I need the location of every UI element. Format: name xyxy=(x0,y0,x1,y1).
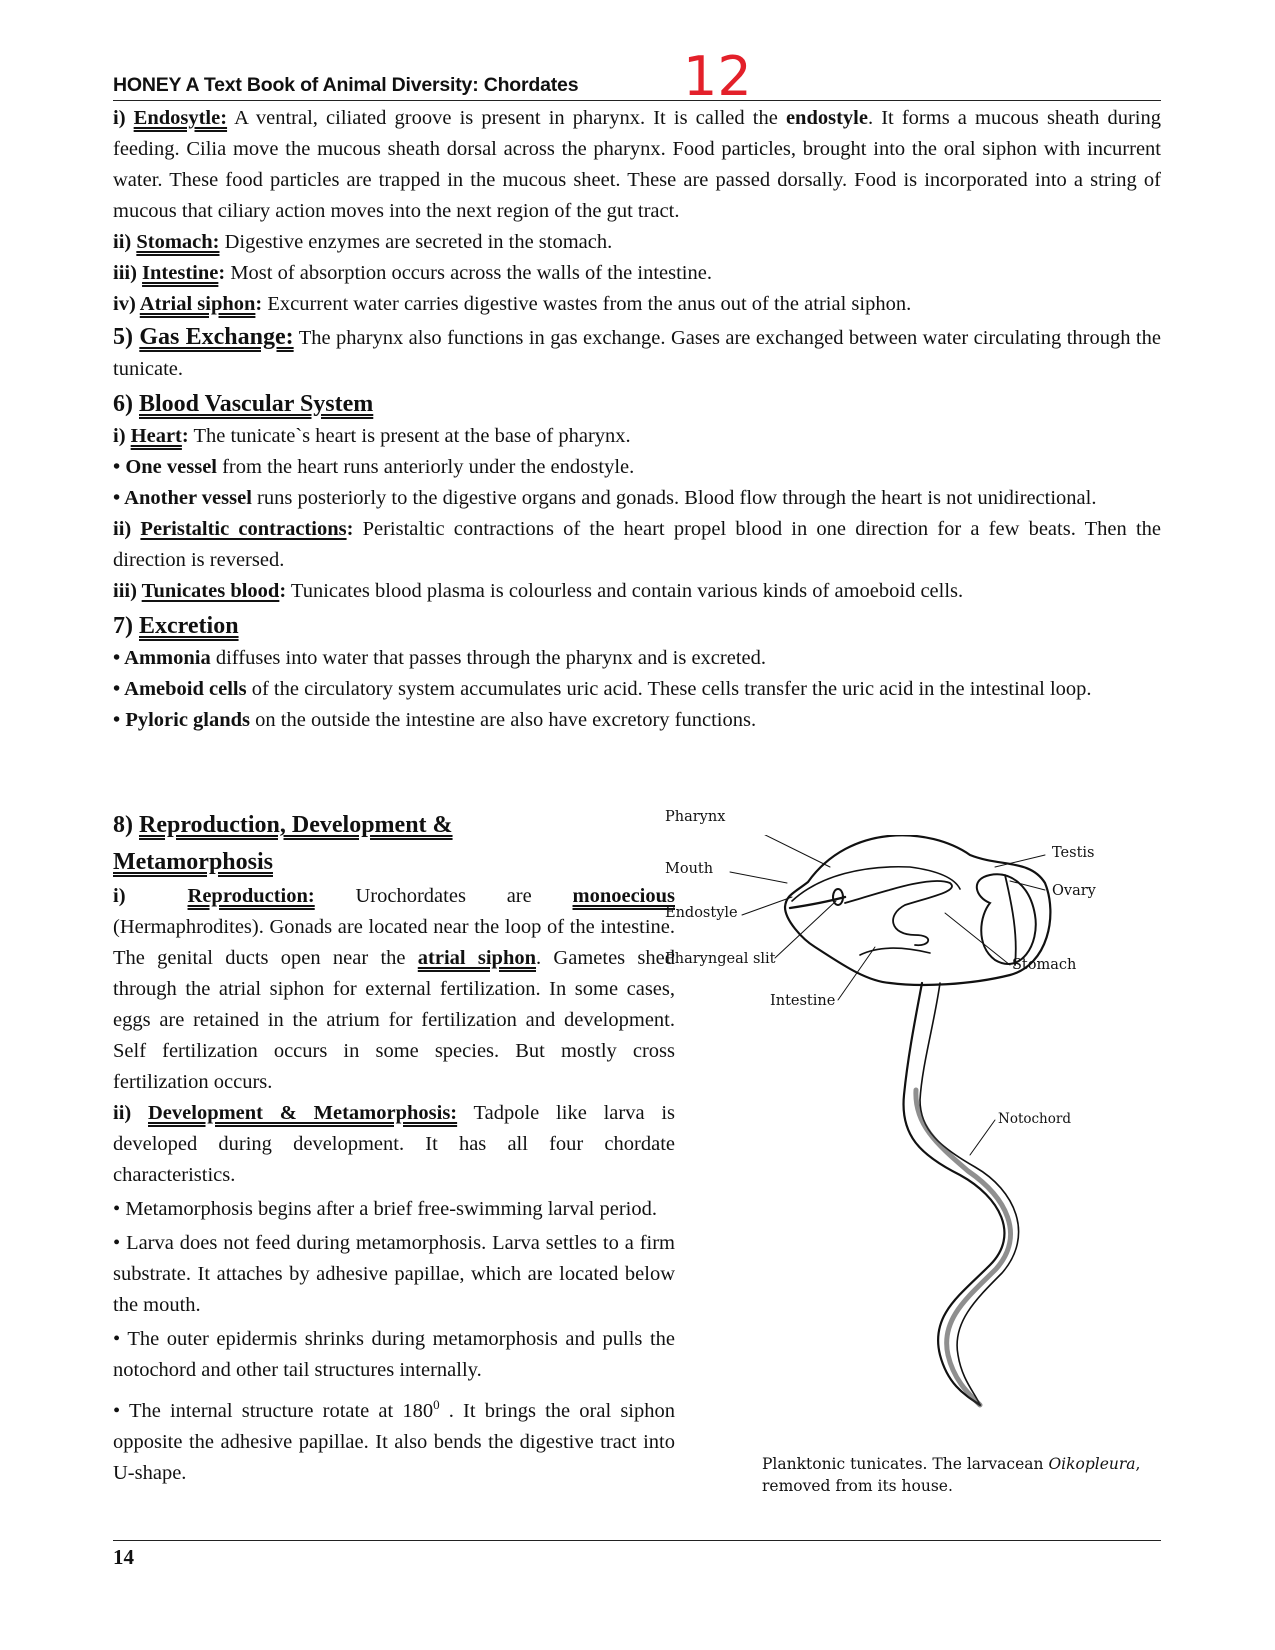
page-footer xyxy=(113,1540,1161,1569)
colon: : xyxy=(346,518,354,540)
bold-term: Ameboid cells xyxy=(124,678,247,700)
para-text: (Hermaphrodites). Gonads are located near the loop of the intestine. The genital ducts open near the xyxy=(113,916,675,969)
bullet-another-vessel xyxy=(113,483,1161,514)
leader-notochord xyxy=(970,1120,995,1155)
oikopleura-figure xyxy=(665,809,1170,1435)
main-text-full-width xyxy=(113,103,1161,736)
bullet-icon: • xyxy=(113,709,126,731)
label-testis: Testis xyxy=(1052,845,1095,861)
section-title: Excretion xyxy=(139,613,239,639)
intestine-loop xyxy=(845,881,952,945)
term-stomach: Stomach: xyxy=(136,231,220,253)
chapter-number: 12 xyxy=(683,45,752,108)
figure-caption xyxy=(762,1453,1182,1497)
page-header xyxy=(113,44,1161,108)
section-heading-excretion xyxy=(113,609,1161,643)
para-text: . Gametes shed through the atrial siphon for external fertilization. In some cases, eggs are retained in the atrium for fertilization and development. Self fertilization occurs in some species. But mostly cross fertilization occurs. xyxy=(113,947,675,1093)
book-title: HONEY A Text Book of Animal Diversity: Chordates xyxy=(113,74,579,96)
label-mouth: Mouth xyxy=(665,861,714,877)
notochord-band xyxy=(916,1090,1011,1405)
para-text: Excurrent water carries digestive wastes from the anus out of the atrial siphon. xyxy=(262,293,912,315)
para-text: runs posteriorly to the digestive organs and gonads. Blood flow through the heart is not unidirectional. xyxy=(251,487,1097,509)
item-number: i) xyxy=(113,425,131,447)
label-pharyngeal-slit: Pharyngeal slit xyxy=(665,951,776,967)
term-reproduction: Reproduction: xyxy=(187,885,315,907)
para-text: A ventral, ciliated groove is present in pharynx. It is called the xyxy=(227,107,786,129)
item-number: iii) xyxy=(113,262,143,284)
section-number: 6) xyxy=(113,391,139,417)
term-peristaltic: Peristaltic contractions xyxy=(140,518,347,540)
degree-superscript: 0 xyxy=(433,1397,440,1412)
para-development xyxy=(113,1098,675,1191)
bold-term: Another vessel xyxy=(124,487,252,509)
term-tunicates-blood: Tunicates blood xyxy=(141,580,280,602)
term-atrial-siphon: Atrial siphon xyxy=(139,293,256,315)
para-text: . It brings the oral siphon opposite the adhesive papillae. It also bends the digestive tract into U-shape. xyxy=(113,1399,675,1484)
leader-mouth xyxy=(730,872,787,883)
tail-right-edge xyxy=(920,983,1019,1405)
caption-text: , removed from its house. xyxy=(762,1455,1141,1495)
item-number: iv) xyxy=(113,293,140,315)
para-gas-exchange xyxy=(113,322,1161,385)
para-reproduction xyxy=(113,881,675,1098)
section-title-line1: Reproduction, Development & xyxy=(139,812,453,838)
bullet-icon: • xyxy=(113,1198,126,1220)
para-text: . It forms a mucous sheath during feeding. Cilia move the mucous sheath dorsal across the pharynx. Food particles, brought into the oral siphon with incurrent water. These food particles are trapped in the mucous sheet. These are passed dorsally. Food is incorporated into a string of mucous that ciliary action moves into the next region of the gut tract. xyxy=(113,107,1161,222)
left-column-text xyxy=(113,805,675,1489)
para-text: Metamorphosis begins after a brief free-swimming larval period. xyxy=(125,1198,658,1220)
section-heading-gas-exchange: Gas Exchange: xyxy=(139,324,294,350)
leader-pharynx xyxy=(735,835,830,867)
term-heart: Heart xyxy=(130,425,182,447)
para-text: on the outside the intestine are also have excretory functions. xyxy=(250,709,757,731)
bullet-pyloric-glands xyxy=(113,705,1161,736)
term-development: Development & Metamorphosis: xyxy=(148,1102,458,1124)
section-heading-blood xyxy=(113,387,1161,421)
bold-term: endostyle xyxy=(785,107,868,129)
item-number: i) xyxy=(113,107,134,129)
bullet-metamorphosis-begins xyxy=(113,1194,675,1225)
bullet-icon: • xyxy=(113,456,126,478)
term-endostyle: Endosytle: xyxy=(133,107,228,129)
para-text: The pharynx also functions in gas exchange. Gases are exchanged between water circulating through the tunicate. xyxy=(113,327,1161,380)
para-atrial-siphon xyxy=(113,289,1161,320)
para-text: The tunicate`s heart is present at the base of pharynx. xyxy=(188,425,631,447)
colon: : xyxy=(279,580,287,602)
bullet-ameboid-cells xyxy=(113,674,1161,705)
bullet-one-vessel xyxy=(113,452,1161,483)
label-ovary: Ovary xyxy=(1052,883,1096,899)
bold-term: Ammonia xyxy=(124,647,211,669)
page-number: 14 xyxy=(113,1545,134,1569)
caption-species: Oikopleura xyxy=(1048,1455,1136,1473)
section-title-line2: Metamorphosis xyxy=(113,849,273,875)
item-number: ii) xyxy=(113,231,137,253)
bullet-icon: • xyxy=(113,678,125,700)
para-text: Tunicates blood plasma is colourless and contain various kinds of amoeboid cells. xyxy=(286,580,964,602)
para-text: The outer epidermis shrinks during metamorphosis and pulls the notochord and other tail structures internally. xyxy=(113,1328,675,1381)
term-intestine: Intestine xyxy=(142,262,219,284)
label-endostyle: Endostyle xyxy=(665,905,738,921)
bullet-icon: • xyxy=(113,1328,128,1350)
bullet-larva-feed xyxy=(113,1228,675,1321)
para-text: Urochordates are xyxy=(314,885,573,907)
para-peristaltic xyxy=(113,514,1161,576)
leader-ovary xyxy=(1010,881,1045,890)
para-heart xyxy=(113,421,1161,452)
oikopleura-illustration xyxy=(690,835,1170,1435)
item-number: ii) xyxy=(113,1102,148,1124)
bullet-icon: • xyxy=(113,1399,129,1422)
item-number: ii) xyxy=(113,518,141,540)
bullet-epidermis xyxy=(113,1324,675,1386)
para-text: Most of absorption occurs across the walls of the intestine. xyxy=(225,262,712,284)
bullet-rotate xyxy=(113,1389,675,1489)
para-text: Digestive enzymes are secreted in the stomach. xyxy=(219,231,613,253)
colon: : xyxy=(218,262,226,284)
item-number: i) xyxy=(113,885,126,907)
bullet-ammonia xyxy=(113,643,1161,674)
section-number: 7) xyxy=(113,613,139,639)
bullet-icon: • xyxy=(113,647,125,669)
para-endostyle xyxy=(113,103,1161,227)
tail-left-edge xyxy=(903,983,1004,1405)
section-title: Blood Vascular System xyxy=(139,391,374,417)
leader-intestine xyxy=(838,947,875,1000)
term-atrial-siphon: atrial siphon xyxy=(417,947,537,969)
label-pharynx: Pharynx xyxy=(665,809,726,825)
para-text: of the circulatory system accumulates uric acid. These cells transfer the uric acid in the intestinal loop. xyxy=(246,678,1092,700)
mouth-line xyxy=(790,897,845,908)
bullet-icon: • xyxy=(113,487,125,509)
para-stomach xyxy=(113,227,1161,258)
label-intestine: Intestine xyxy=(770,993,836,1009)
body-outline xyxy=(785,835,1050,985)
colon: : xyxy=(255,293,263,315)
para-tunicates-blood xyxy=(113,576,1161,607)
item-number: iii) xyxy=(113,580,142,602)
section-number: 8) xyxy=(113,812,139,838)
gonad-divider xyxy=(1005,875,1016,965)
para-text: Larva does not feed during metamorphosis. Larva settles to a firm substrate. It attaches by adhesive papillae, which are located below the mouth. xyxy=(113,1232,675,1316)
bold-term: One vessel xyxy=(125,456,217,478)
colon: : xyxy=(181,425,189,447)
label-stomach: Stomach xyxy=(1012,957,1077,973)
para-text: from the heart runs anteriorly under the endostyle. xyxy=(216,456,635,478)
term-monoecious: monoecious xyxy=(572,885,675,907)
bullet-icon: • xyxy=(113,1232,127,1254)
leader-stomach xyxy=(945,913,1010,965)
para-text: Tadpole like larva is developed during development. It has all four chordate characteristics. xyxy=(113,1102,675,1186)
para-intestine xyxy=(113,258,1161,289)
para-text: The internal structure rotate at 180 xyxy=(128,1399,434,1422)
label-notochord: Notochord xyxy=(998,1111,1071,1127)
caption-text: Planktonic tunicates. The larvacean xyxy=(762,1455,1049,1473)
para-text: diffuses into water that passes through the pharynx and is excreted. xyxy=(210,647,766,669)
para-text: Peristaltic contractions of the heart propel blood in one direction for a few beats. Then the direction is reversed. xyxy=(113,518,1161,571)
section-heading-reproduction xyxy=(113,807,675,881)
section-number: 5) xyxy=(113,324,140,350)
bold-term: Pyloric glands xyxy=(125,709,251,731)
gonad-outline xyxy=(977,874,1036,964)
